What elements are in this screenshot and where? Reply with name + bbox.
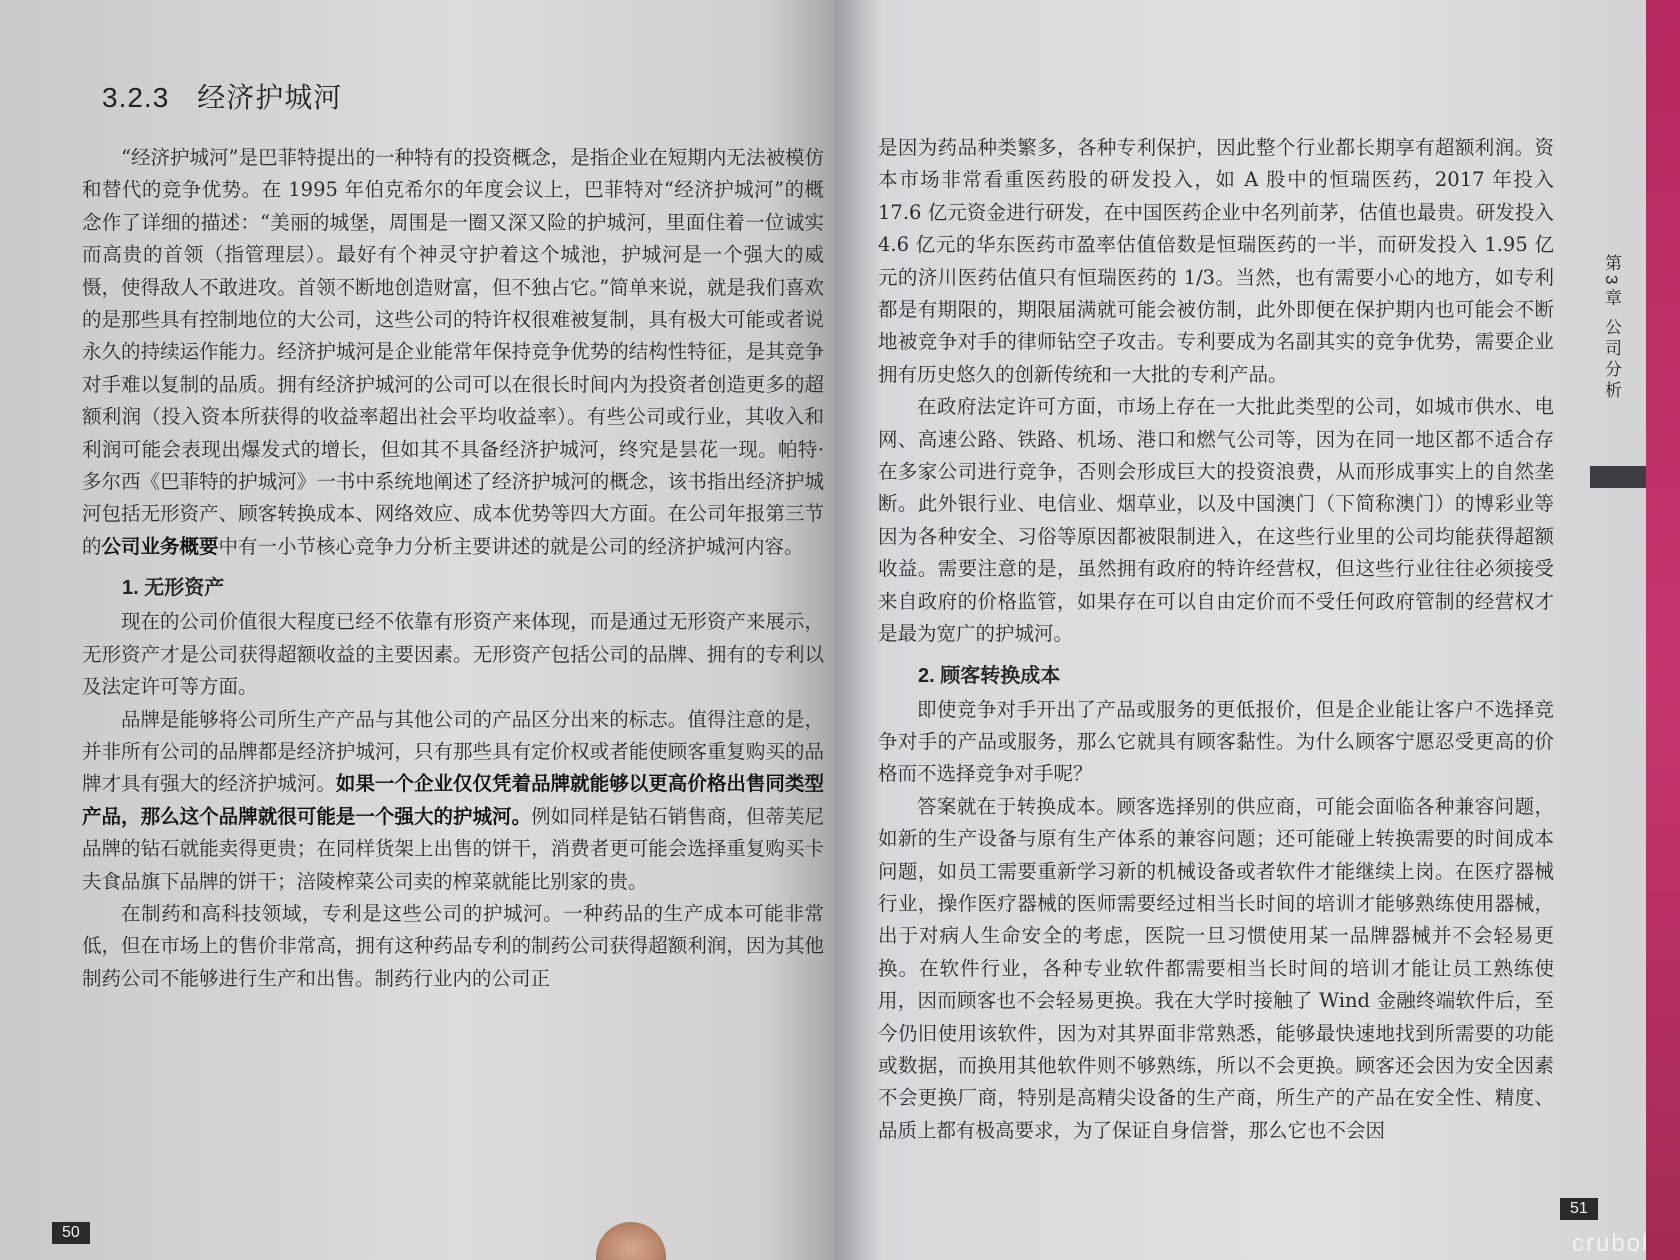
paragraph-text: 例如同样是钻石销售商，但蒂芙尼品牌的钻石就能卖得更贵；在同样货架上出售的饼干，消费者更可能会选择重复购买卡夫食品旗下品牌的饼干；涪陵榨菜公司卖的榨菜就能比别家的贵。 bbox=[82, 804, 824, 893]
bold-term: 公司业务概要 bbox=[101, 534, 219, 558]
chapter-marker-bar bbox=[1590, 466, 1646, 488]
background-fabric bbox=[1646, 0, 1680, 1260]
paragraph-text: “经济护城河”是巴菲特提出的一种特有的投资概念，是指企业在短期内无法被模仿和替代的竞争优势。在 1995 年伯克希尔的年度会议上，巴菲特对“经济护城河”的概念作了详细的描述：“美丽的城堡，周围是一圈又深又险的护城河，里面住着一位诚实而高贵的首领（指管理层）。最好有个神灵守护着这个城池，护城河是一个强大的威慑，使得敌人不敢进攻。首领不断地创造财富，但不独占它。”简单来说，就是我们喜欢的是那些具有控制地位的大公司，这些公司的特许权很难被复制，具有极大可能或者说永久的持续运作能力。经济护城河是企业能常年保持竞争优势的结构性特征，是其竞争对手难以复制的品质。拥有经济护城河的公司可以在很长时间内为投资者创造更多的超额利润（投入资本所获得的收益率超出社会平均收益率）。有些公司或行业，其收入和利润可能会表现出爆发式的增长，但如其不具备经济护城河，终究是昙花一现。帕特·多尔西《巴菲特的护城河》一书中系统地阐述了经济护城河的概念，该书指出经济护城河包括无形资产、顾客转换成本、网络效应、成本优势等四大方面。在公司年报第三节的 bbox=[82, 146, 824, 558]
paragraph-text: 品牌是能够将公司所生产产品与其他公司的产品区分出来的标志。值得注意的是，并非所有公司的品牌都是经济护城河，只有那些具有定价权或者能使顾客重复购买的品牌才具有强大的经济护城河。 bbox=[82, 707, 824, 796]
paragraph-pharma-continued: 是因为药品种类繁多，各种专利保护，因此整个行业都长期享有超额利润。资本市场非常看重医药股的研发投入，如 A 股中的恒瑞医药，2017 年投入 17.6 亿元资金进行研发，在中国医药企业中名列前茅，估值也最贵。研发投入 4.6 亿元的华东医药市盈率估值倍数是恒瑞医药的一半，而研发投入 1.95 亿元的济川医药估值只有恒瑞医药的 1/3。当然，也有需要小心的地方，如专利都是有期限的，期限届满就可能会被仿制，此外即便在保护期内也可能会不断地被竞争对手的律师钻空子攻击。专利要成为名副其实的竞争优势，需要企业拥有历史悠久的创新传统和一大批的专利产品。 bbox=[878, 136, 1554, 386]
bold-sentence: 如果一个企业仅仅凭着品牌就能够以更高价格出售同类型产品，那么这个品牌就很可能是一个强大的护城河。 bbox=[82, 772, 824, 828]
paragraph-intangible: 现在的公司价值很大程度已经不依靠有形资产来体现，而是通过无形资产来展示，无形资产才是公司获得超额收益的主要因素。无形资产包括公司的品牌、拥有的专利以及法定许可等方面。 bbox=[82, 610, 824, 699]
watermark: crubol bbox=[1572, 1230, 1650, 1257]
subheading-intangible-assets: 1. 无形资产 bbox=[122, 577, 225, 600]
chapter-tab: 第3章 公司分析 bbox=[1602, 254, 1621, 403]
paragraph-government-license: 在政府法定许可方面，市场上存在一大批此类型的公司，如城市供水、电网、高速公路、铁路、机场、港口和燃气公司等，因为在同一地区都不适合存在多家公司进行竞争，否则会形成巨大的投资浪费，从而形成事实上的自然垄断。此外银行业、电信业、烟草业，以及中国澳门（下简称澳门）的博彩业等因为各种安全、习俗等原因都被限制进入，在这些行业里的公司均能获得超额收益。需要注意的是，虽然拥有政府的特许经营权，但这些行业往往必须接受来自政府的价格监管，如果存在可以自由定价而不受任何政府管制的经营权才是最为宽广的护城河。 bbox=[878, 395, 1554, 646]
page-number-right: 51 bbox=[1560, 1198, 1598, 1220]
subheading-switching-cost: 2. 顾客转换成本 bbox=[918, 664, 1061, 687]
paragraph-text: 中有一小节核心竞争力分析主要讲述的就是公司的经济护城河内容。 bbox=[218, 534, 804, 558]
paragraph-customer-stickiness: 即使竞争对手开出了产品或服务的更低报价，但是企业能让客户不选择竞争对手的产品或服务，那么它就具有顾客黏性。为什么顾客宁愿忍受更高的价格而不选择竞争对手呢？ bbox=[878, 697, 1554, 786]
section-title: 经济护城河 bbox=[197, 82, 343, 113]
left-page bbox=[0, 0, 834, 1260]
paragraph-switching-cost: 答案就在于转换成本。顾客选择别的供应商，可能会面临各种兼容问题，如新的生产设备与原有生产体系的兼容问题；还可能碰上转换需要的时间成本问题，如员工需要重新学习新的机械设备或者软件才能继续上岗。在医疗器械行业，操作医疗器械的医师需要经过相当长时间的培训才能够熟练使用器械，出于对病人生命安全的考虑，医院一旦习惯使用某一品牌器械并不会轻易更换。在软件行业，各种专业软件都需要相当长时间的培训才能让员工熟练使用，因而顾客也不会轻易更换。我在大学时接触了 Wind 金融终端软件后，至今仍旧使用该软件，因为对其界面非常熟悉，能够最快速地找到所需要的功能或数据，而换用其他软件则不够熟练，所以不会更换。顾客还会因为安全因素不会更换厂商，特别是高精尖设备的生产商，所生产的产品在安全性、精度、品质上都有极高要求，为了保证自身信誉，那么它也不会因 bbox=[878, 794, 1554, 1142]
paragraph-patents: 在制药和高科技领域，专利是这些公司的护城河。一种药品的生产成本可能非常低，但在市场上的售价非常高，拥有这种药品专利的制药公司获得超额利润，因为其他制药公司不能够进行生产和出售。制药行业内的公司正 bbox=[82, 901, 824, 990]
section-number: 3.2.3 bbox=[102, 82, 170, 113]
paragraph-moat-intro bbox=[82, 142, 824, 563]
right-page bbox=[834, 0, 1646, 1260]
section-heading bbox=[102, 76, 824, 116]
page-number-left: 50 bbox=[52, 1222, 90, 1244]
paragraph-brand bbox=[82, 704, 824, 898]
